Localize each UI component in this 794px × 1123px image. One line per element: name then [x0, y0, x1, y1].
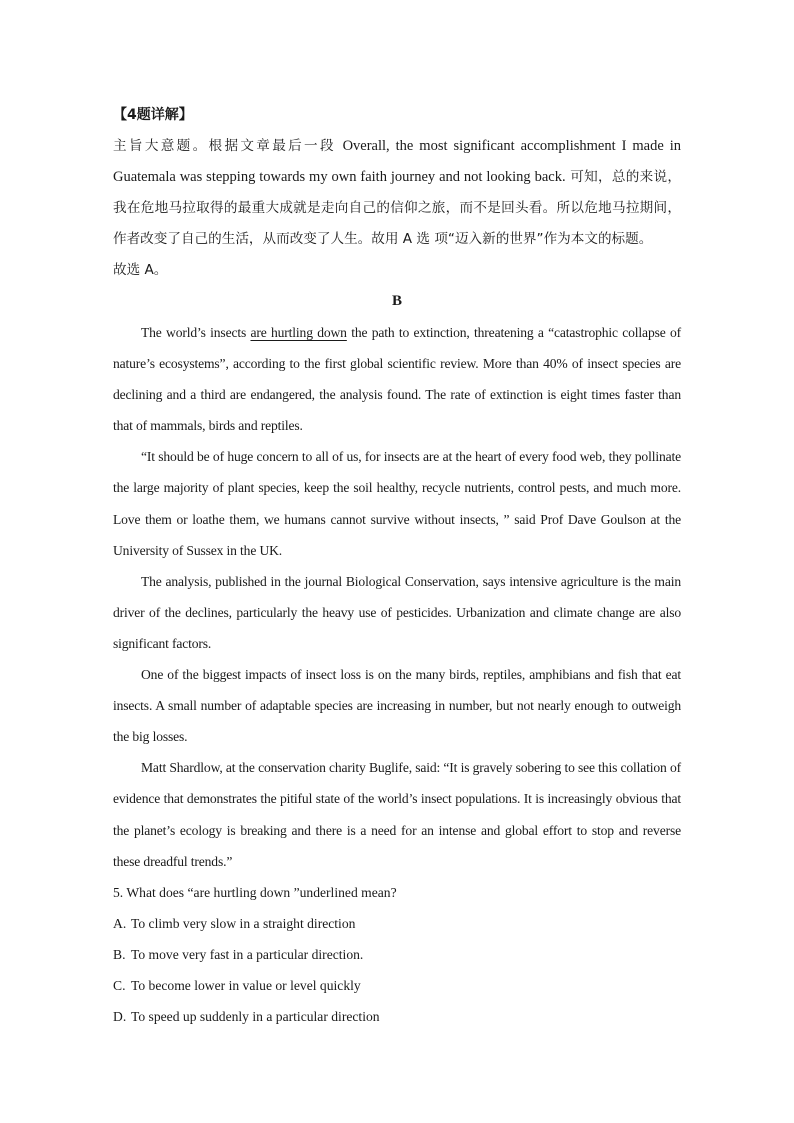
option-c-letter: C. — [113, 977, 126, 993]
option-d-text: To speed up suddenly in a particular direction — [131, 1009, 380, 1025]
passage-paragraph-1 — [113, 317, 681, 441]
passage-paragraph-5: Matt Shardlow, at the conservation charity Buglife, said: “It is gravely sobering to see this collation of evidence that demonstrates the pitiful state of the world’s insect populations. It is increasingly obvious that the planet’s ecology is breaking and there is a need for an intense and global effort to stop and reverse these dreadful trends.” — [113, 760, 681, 869]
option-d-letter: D. — [113, 1009, 127, 1025]
passage-paragraph-4: One of the biggest impacts of insect loss is on the many birds, reptiles, amphibians and fish that eat insects. A small number of adaptable species are increasing in number, but not nearly enough to outweigh the big losses. — [113, 667, 681, 745]
answer-conclusion: 故选 A。 — [113, 262, 168, 278]
answer-detail-explanation — [113, 131, 681, 255]
option-a-text: To climb very slow in a straight direction — [131, 915, 356, 931]
p1-text-before: The world’s insects — [141, 325, 251, 340]
option-c-text: To become lower in value or level quickly — [131, 977, 361, 993]
passage-paragraph-3: The analysis, published in the journal Biological Conservation, says intensive agriculture is the main driver of the declines, particularly the heavy use of pesticides. Urbanization and climate change are also significant factors. — [113, 573, 681, 651]
option-b — [113, 939, 681, 970]
passage-letter: B — [391, 293, 402, 309]
option-b-letter: B. — [113, 946, 126, 962]
option-a — [113, 908, 681, 939]
option-d — [113, 1001, 681, 1032]
p1-text-after: the path to extinction, threatening a “catastrophic collapse of nature’s ecosystems”, according to the first global scientific review. More than 40% of insect species are declining and a third are endangered, the analysis found. The rate of extinction is eight times faster than that of mammals, birds and reptiles. — [113, 325, 682, 434]
answer-detail-heading: 【4题详解】 — [113, 107, 193, 123]
explanation-analysis: 可知，总的来说，我在危地马拉取得的最重大成就是走向自己的信仰之旅，而不是回头看。所以危地马拉期间，作者改变了自己的生活，从而改变了人生。故用 A 选 项“迈入新的世界”作为本文的标题。 — [113, 169, 682, 247]
explanation-quote: Overall, the most significant accomplishment I made in Guatemala was stepping towards my own faith journey and not looking back. — [113, 138, 681, 185]
passage-paragraph-2: “It should be of huge concern to all of us, for insects are at the heart of every food web, they pollinate the large majority of plant species, keep the soil healthy, recycle nutrients, control pests, and much more. Love them or loathe them, we humans cannot survive without insects, ” said Prof Dave Goulson at the University of Sussex in the UK. — [113, 449, 681, 558]
question-stem: 5. What does “are hurtling down ”underlined mean? — [113, 884, 397, 900]
option-a-letter: A. — [113, 915, 127, 931]
underlined-phrase: are hurtling down — [250, 325, 347, 340]
option-c — [113, 970, 681, 1001]
explanation-intro: 主旨大意题。根据文章最后一段 — [113, 138, 343, 154]
option-b-text: To move very fast in a particular direction. — [131, 946, 364, 962]
document-page — [113, 100, 681, 1032]
